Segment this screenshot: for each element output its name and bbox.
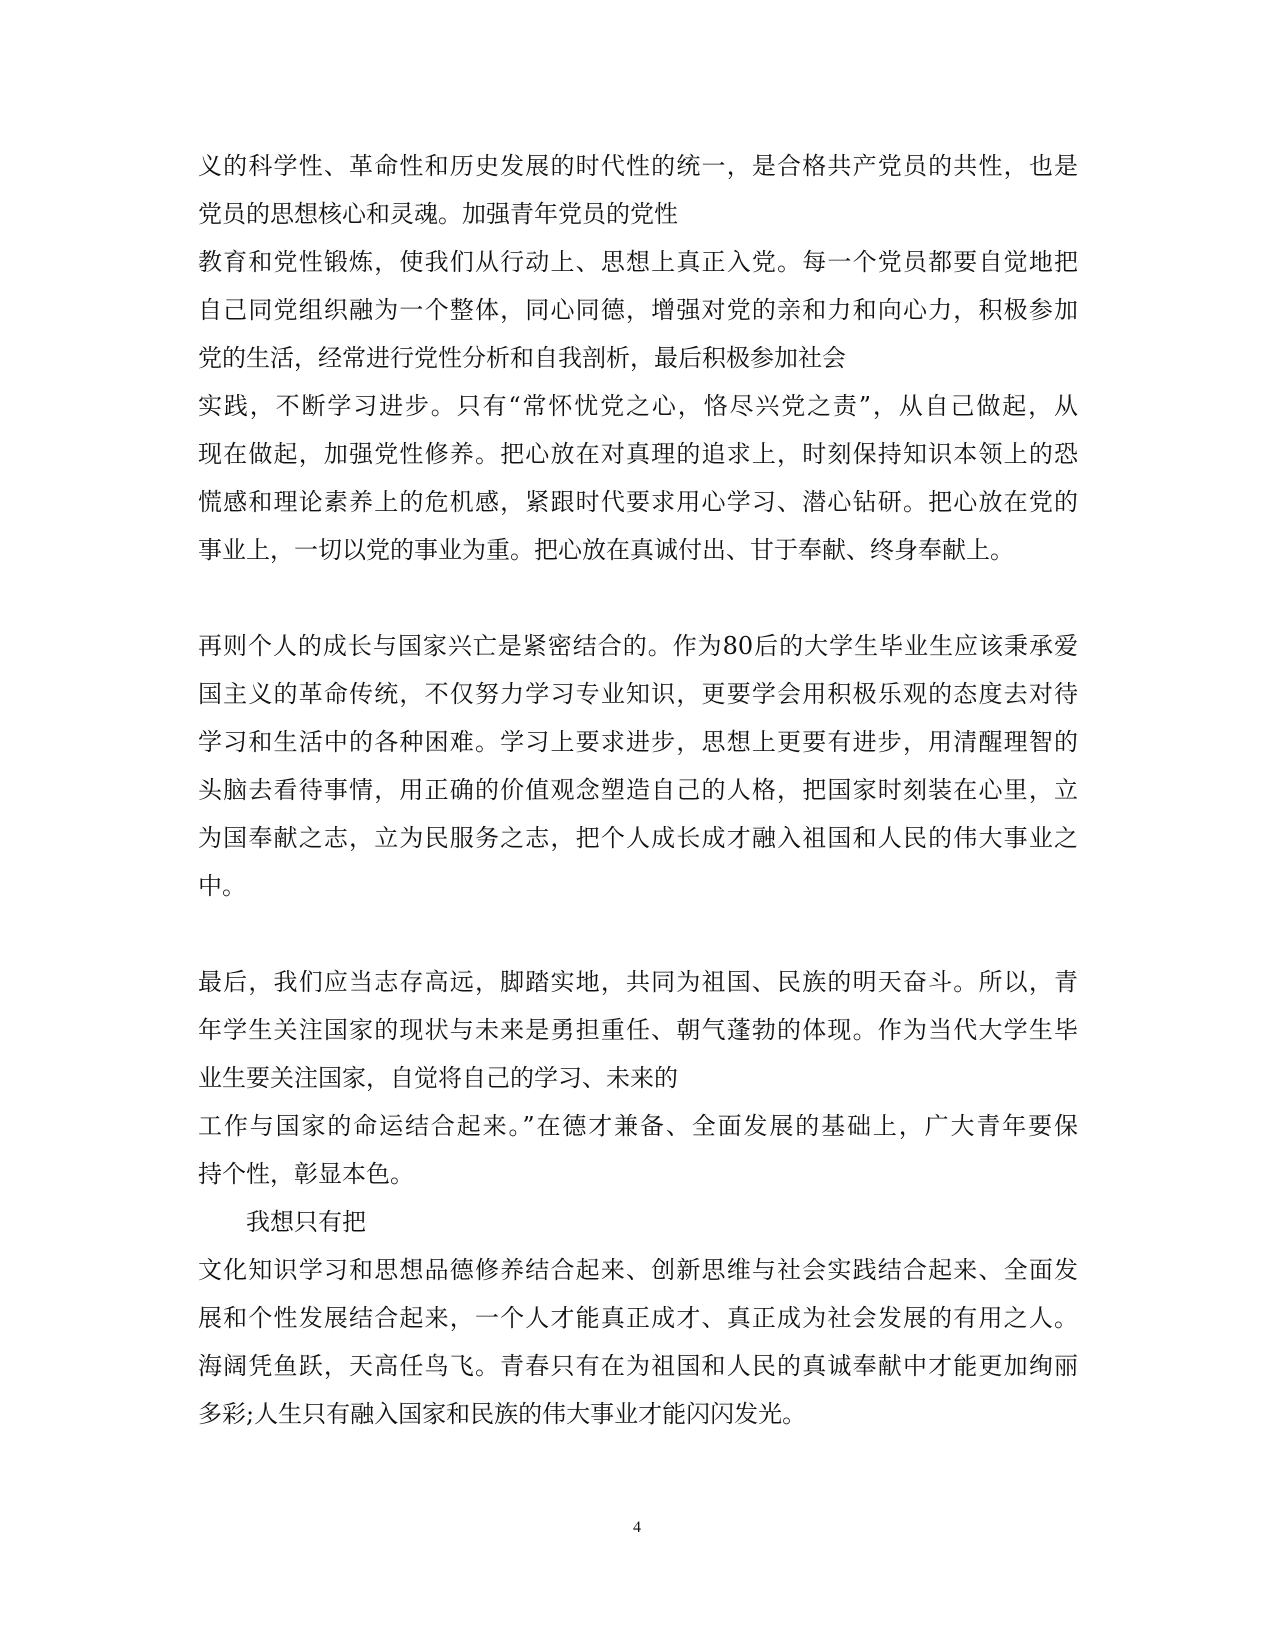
text-line: 海阔凭鱼跃，天高任鸟飞。青春只有在为祖国和人民的真诚奉献中才能更加绚丽 xyxy=(198,1352,1078,1380)
text-line: 我想只有把 xyxy=(246,1208,366,1236)
text-line: 最后，我们应当志存高远，脚踏实地，共同为祖国、民族的明天奋斗。所以，青 xyxy=(198,968,1078,996)
text-line: 义的科学性、革命性和历史发展的时代性的统一，是合格共产党员的共性，也是 xyxy=(198,152,1078,180)
text-line: 展和个性发展结合起来，一个人才能真正成才、真正成为社会发展的有用之人。 xyxy=(198,1304,1078,1332)
text-line: 国主义的革命传统，不仅努力学习专业知识，更要学会用积极乐观的态度去对待 xyxy=(198,680,1078,708)
page-number: 4 xyxy=(633,1519,641,1536)
text-line: 年学生关注国家的现状与未来是勇担重任、朝气蓬勃的体现。作为当代大学生毕 xyxy=(198,1016,1078,1044)
text-line: 现在做起，加强党性修养。把心放在对真理的追求上，时刻保持知识本领上的恐 xyxy=(198,440,1078,468)
text-line: 文化知识学习和思想品德修养结合起来、创新思维与社会实践结合起来、全面发 xyxy=(198,1256,1078,1284)
text-line: 工作与国家的命运结合起来。”在德才兼备、全面发展的基础上，广大青年要保 xyxy=(198,1112,1078,1140)
text-line: 事业上，一切以党的事业为重。把心放在真诚付出、甘于奉献、终身奉献上。 xyxy=(198,536,1014,564)
text-line: 实践，不断学习进步。只有“常怀忧党之心，恪尽兴党之责”，从自己做起，从 xyxy=(198,392,1078,420)
text-line: 业生要关注国家，自觉将自己的学习、未来的 xyxy=(198,1064,678,1092)
text-line: 持个性，彰显本色。 xyxy=(198,1160,414,1188)
text-line: 教育和党性锻炼，使我们从行动上、思想上真正入党。每一个党员都要自觉地把 xyxy=(198,248,1078,276)
text-line: 中。 xyxy=(198,872,246,900)
text-line: 再则个人的成长与国家兴亡是紧密结合的。作为80后的大学生毕业生应该秉承爱 xyxy=(198,632,1078,660)
text-line: 慌感和理论素养上的危机感，紧跟时代要求用心学习、潜心钻研。把心放在党的 xyxy=(198,488,1078,516)
text-line: 为国奉献之志，立为民服务之志，把个人成长成才融入祖国和人民的伟大事业之 xyxy=(198,824,1078,852)
text-line: 多彩;人生只有融入国家和民族的伟大事业才能闪闪发光。 xyxy=(198,1400,807,1428)
text-line: 党的生活，经常进行党性分析和自我剖析，最后积极参加社会 xyxy=(198,344,846,372)
text-line: 自己同党组织融为一个整体，同心同德，增强对党的亲和力和向心力，积极参加 xyxy=(198,296,1078,324)
text-line: 学习和生活中的各种困难。学习上要求进步，思想上更要有进步，用清醒理智的 xyxy=(198,728,1078,756)
text-line: 头脑去看待事情，用正确的价值观念塑造自己的人格，把国家时刻装在心里，立 xyxy=(198,776,1078,804)
text-line: 党员的思想核心和灵魂。加强青年党员的党性 xyxy=(198,200,678,228)
